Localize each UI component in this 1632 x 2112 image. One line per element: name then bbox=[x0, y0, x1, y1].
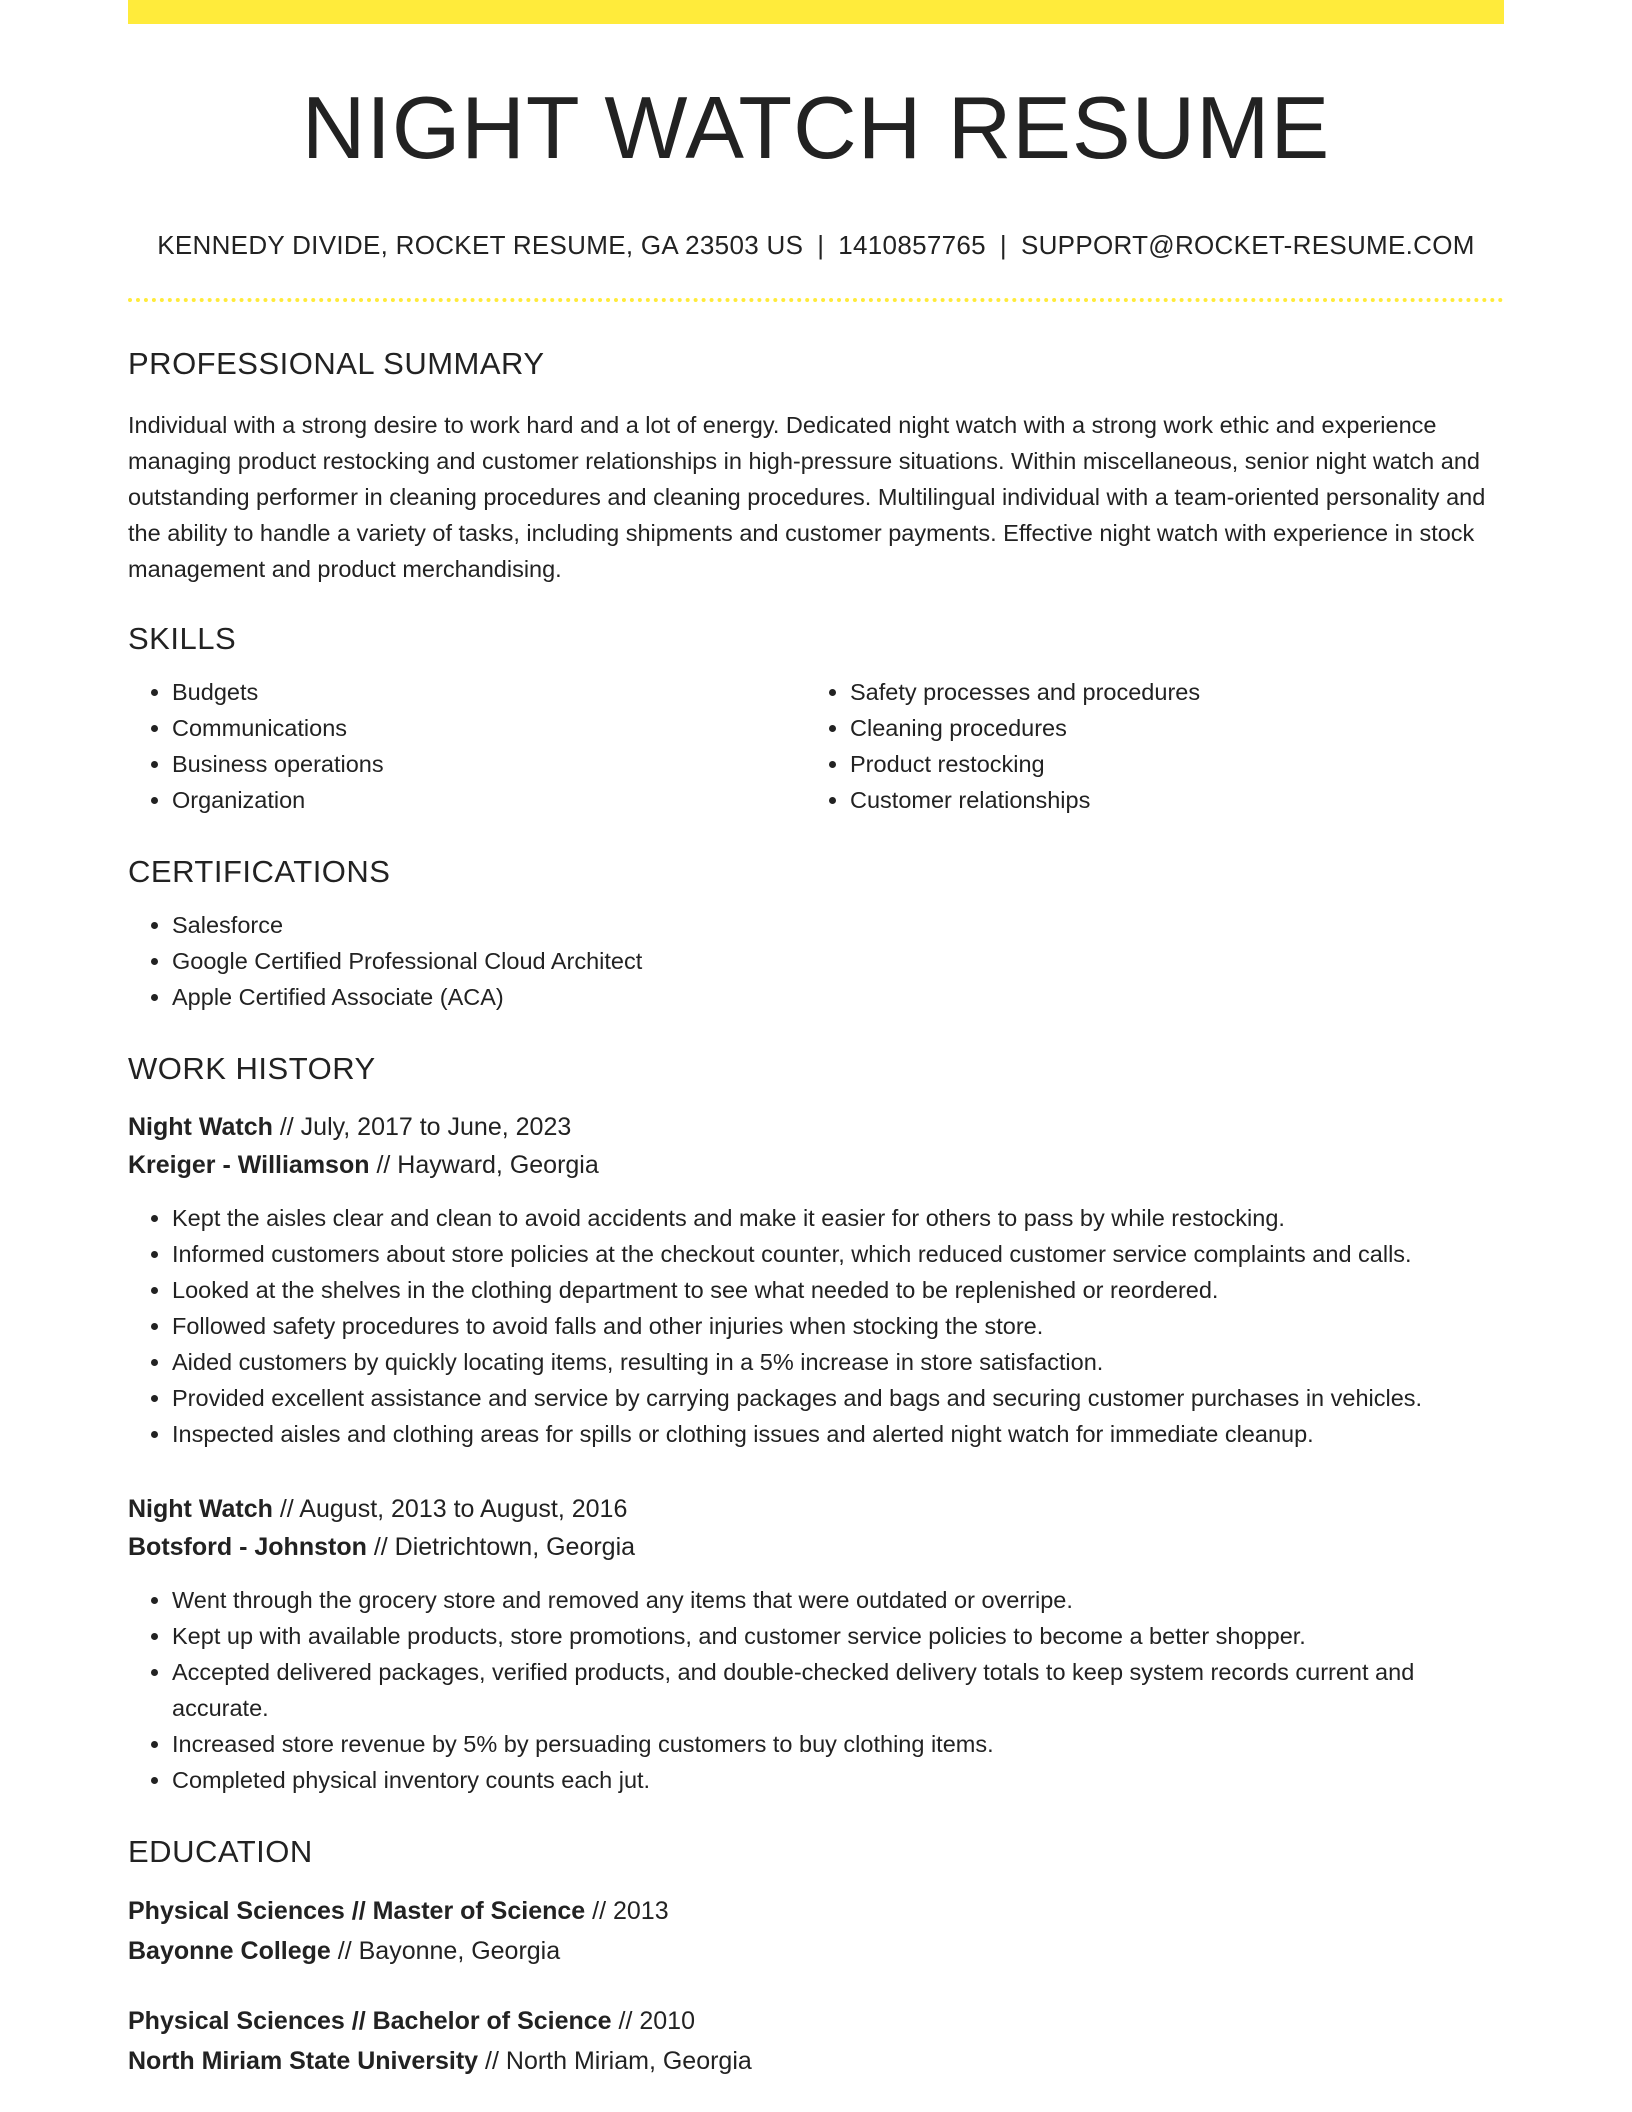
skill-item: • Business operations bbox=[172, 746, 806, 782]
contact-address: KENNEDY DIVIDE, ROCKET RESUME, GA 23503 US bbox=[157, 230, 804, 260]
education-degree: Physical Sciences // Master of Science bbox=[128, 1897, 586, 1925]
job-duties-list bbox=[128, 1582, 1504, 1798]
education-location: // North Miriam, Georgia bbox=[485, 2047, 752, 2075]
section-title-summary: PROFESSIONAL SUMMARY bbox=[128, 346, 545, 381]
job-duty: • Provided excellent assistance and service by carrying packages and bags and securing customer purchases in vehicles. bbox=[172, 1380, 1504, 1416]
job-duties-list bbox=[128, 1200, 1504, 1452]
job-duty: • Increased store revenue by 5% by persuading customers to buy clothing items. bbox=[172, 1726, 1504, 1762]
certifications-list bbox=[128, 907, 1504, 1015]
job-location: // Hayward, Georgia bbox=[376, 1151, 599, 1179]
job-company-line bbox=[128, 1528, 1504, 1566]
job-entry bbox=[128, 1108, 1504, 1452]
job-duty: • Followed safety procedures to avoid falls and other injuries when stocking the store. bbox=[172, 1308, 1504, 1344]
top-accent-bar bbox=[128, 0, 1504, 24]
dotted-divider bbox=[128, 298, 1504, 302]
skill-item: • Cleaning procedures bbox=[850, 710, 1484, 746]
job-duty: • Informed customers about store policies at the checkout counter, which reduced customer service complaints and calls. bbox=[172, 1236, 1504, 1272]
education-location: // Bayonne, Georgia bbox=[337, 1937, 561, 1965]
education-degree: Physical Sciences // Bachelor of Science bbox=[128, 2007, 612, 2035]
job-company: Botsford - Johnston bbox=[128, 1533, 367, 1561]
education-entry bbox=[128, 1891, 1504, 1971]
skills-list bbox=[128, 654, 1504, 818]
section-title-education: EDUCATION bbox=[128, 1834, 313, 1869]
skills-column-left bbox=[128, 674, 806, 818]
contact-email: SUPPORT@ROCKET-RESUME.COM bbox=[1020, 230, 1475, 260]
education-school: Bayonne College bbox=[128, 1937, 331, 1965]
education-year: // 2013 bbox=[592, 1897, 669, 1925]
job-duty: • Kept the aisles clear and clean to avoid accidents and make it easier for others to pass by while restocking. bbox=[172, 1200, 1504, 1236]
education-degree-line bbox=[128, 2001, 1504, 2041]
section-title-work-history: WORK HISTORY bbox=[128, 1051, 376, 1086]
job-duty: • Looked at the shelves in the clothing department to see what needed to be replenished or reordered. bbox=[172, 1272, 1504, 1308]
job-duty: • Went through the grocery store and removed any items that were outdated or overripe. bbox=[172, 1582, 1504, 1618]
skills-column-right bbox=[806, 674, 1484, 818]
job-role: Night Watch bbox=[128, 1113, 273, 1141]
education-school: North Miriam State University bbox=[128, 2047, 479, 2075]
job-duty: • Completed physical inventory counts each jut. bbox=[172, 1762, 1504, 1798]
contact-phone: 1410857765 bbox=[838, 230, 986, 260]
job-entry bbox=[128, 1490, 1504, 1798]
contact-separator: | bbox=[817, 230, 825, 260]
certification-item: • Apple Certified Associate (ACA) bbox=[172, 979, 1504, 1015]
contact-line bbox=[128, 232, 1504, 258]
contact-separator: | bbox=[999, 230, 1007, 260]
certification-item: • Salesforce bbox=[172, 907, 1504, 943]
job-duty: • Inspected aisles and clothing areas for spills or clothing issues and alerted night watch for immediate cleanup. bbox=[172, 1416, 1504, 1452]
skill-item: • Budgets bbox=[172, 674, 806, 710]
job-duty: • Kept up with available products, store promotions, and customer service policies to become a better shopper. bbox=[172, 1618, 1504, 1654]
education-school-line bbox=[128, 2041, 1504, 2081]
job-dates: // July, 2017 to June, 2023 bbox=[279, 1113, 572, 1141]
resume-title: NIGHT WATCH RESUME bbox=[301, 78, 1331, 177]
resume-page bbox=[128, 0, 1504, 2081]
skill-item: • Communications bbox=[172, 710, 806, 746]
job-dates: // August, 2013 to August, 2016 bbox=[279, 1495, 628, 1523]
education-entry bbox=[128, 2001, 1504, 2081]
job-location: // Dietrichtown, Georgia bbox=[373, 1533, 636, 1561]
education-year: // 2010 bbox=[618, 2007, 695, 2035]
summary-text: Individual with a strong desire to work hard and a lot of energy. Dedicated night watch with a strong work ethic and experience managing product restocking and customer relationships in high-pressure situations. Within miscellaneous, senior night watch and outstanding performer in cleaning procedures and cleaning procedures. Multilingual individual with a team-oriented personality and the ability to handle a variety of tasks, including shipments and customer payments. Effective night watch with experience in stock management and product merchandising. bbox=[128, 412, 1486, 582]
skill-item: • Safety processes and procedures bbox=[850, 674, 1484, 710]
job-duty: • Aided customers by quickly locating items, resulting in a 5% increase in store satisfaction. bbox=[172, 1344, 1504, 1380]
job-duty: • Accepted delivered packages, verified products, and double-checked delivery totals to keep system records current and accurate. bbox=[172, 1654, 1504, 1726]
job-role: Night Watch bbox=[128, 1495, 273, 1523]
skill-item: • Customer relationships bbox=[850, 782, 1484, 818]
section-title-certifications: CERTIFICATIONS bbox=[128, 854, 391, 889]
job-company-line bbox=[128, 1146, 1504, 1184]
job-role-line bbox=[128, 1108, 1504, 1146]
skill-item: • Organization bbox=[172, 782, 806, 818]
job-company: Kreiger - Williamson bbox=[128, 1151, 370, 1179]
education-degree-line bbox=[128, 1891, 1504, 1931]
section-title-skills: SKILLS bbox=[128, 621, 237, 656]
education-school-line bbox=[128, 1931, 1504, 1971]
certification-item: • Google Certified Professional Cloud Architect bbox=[172, 943, 1504, 979]
job-role-line bbox=[128, 1490, 1504, 1528]
skill-item: • Product restocking bbox=[850, 746, 1484, 782]
